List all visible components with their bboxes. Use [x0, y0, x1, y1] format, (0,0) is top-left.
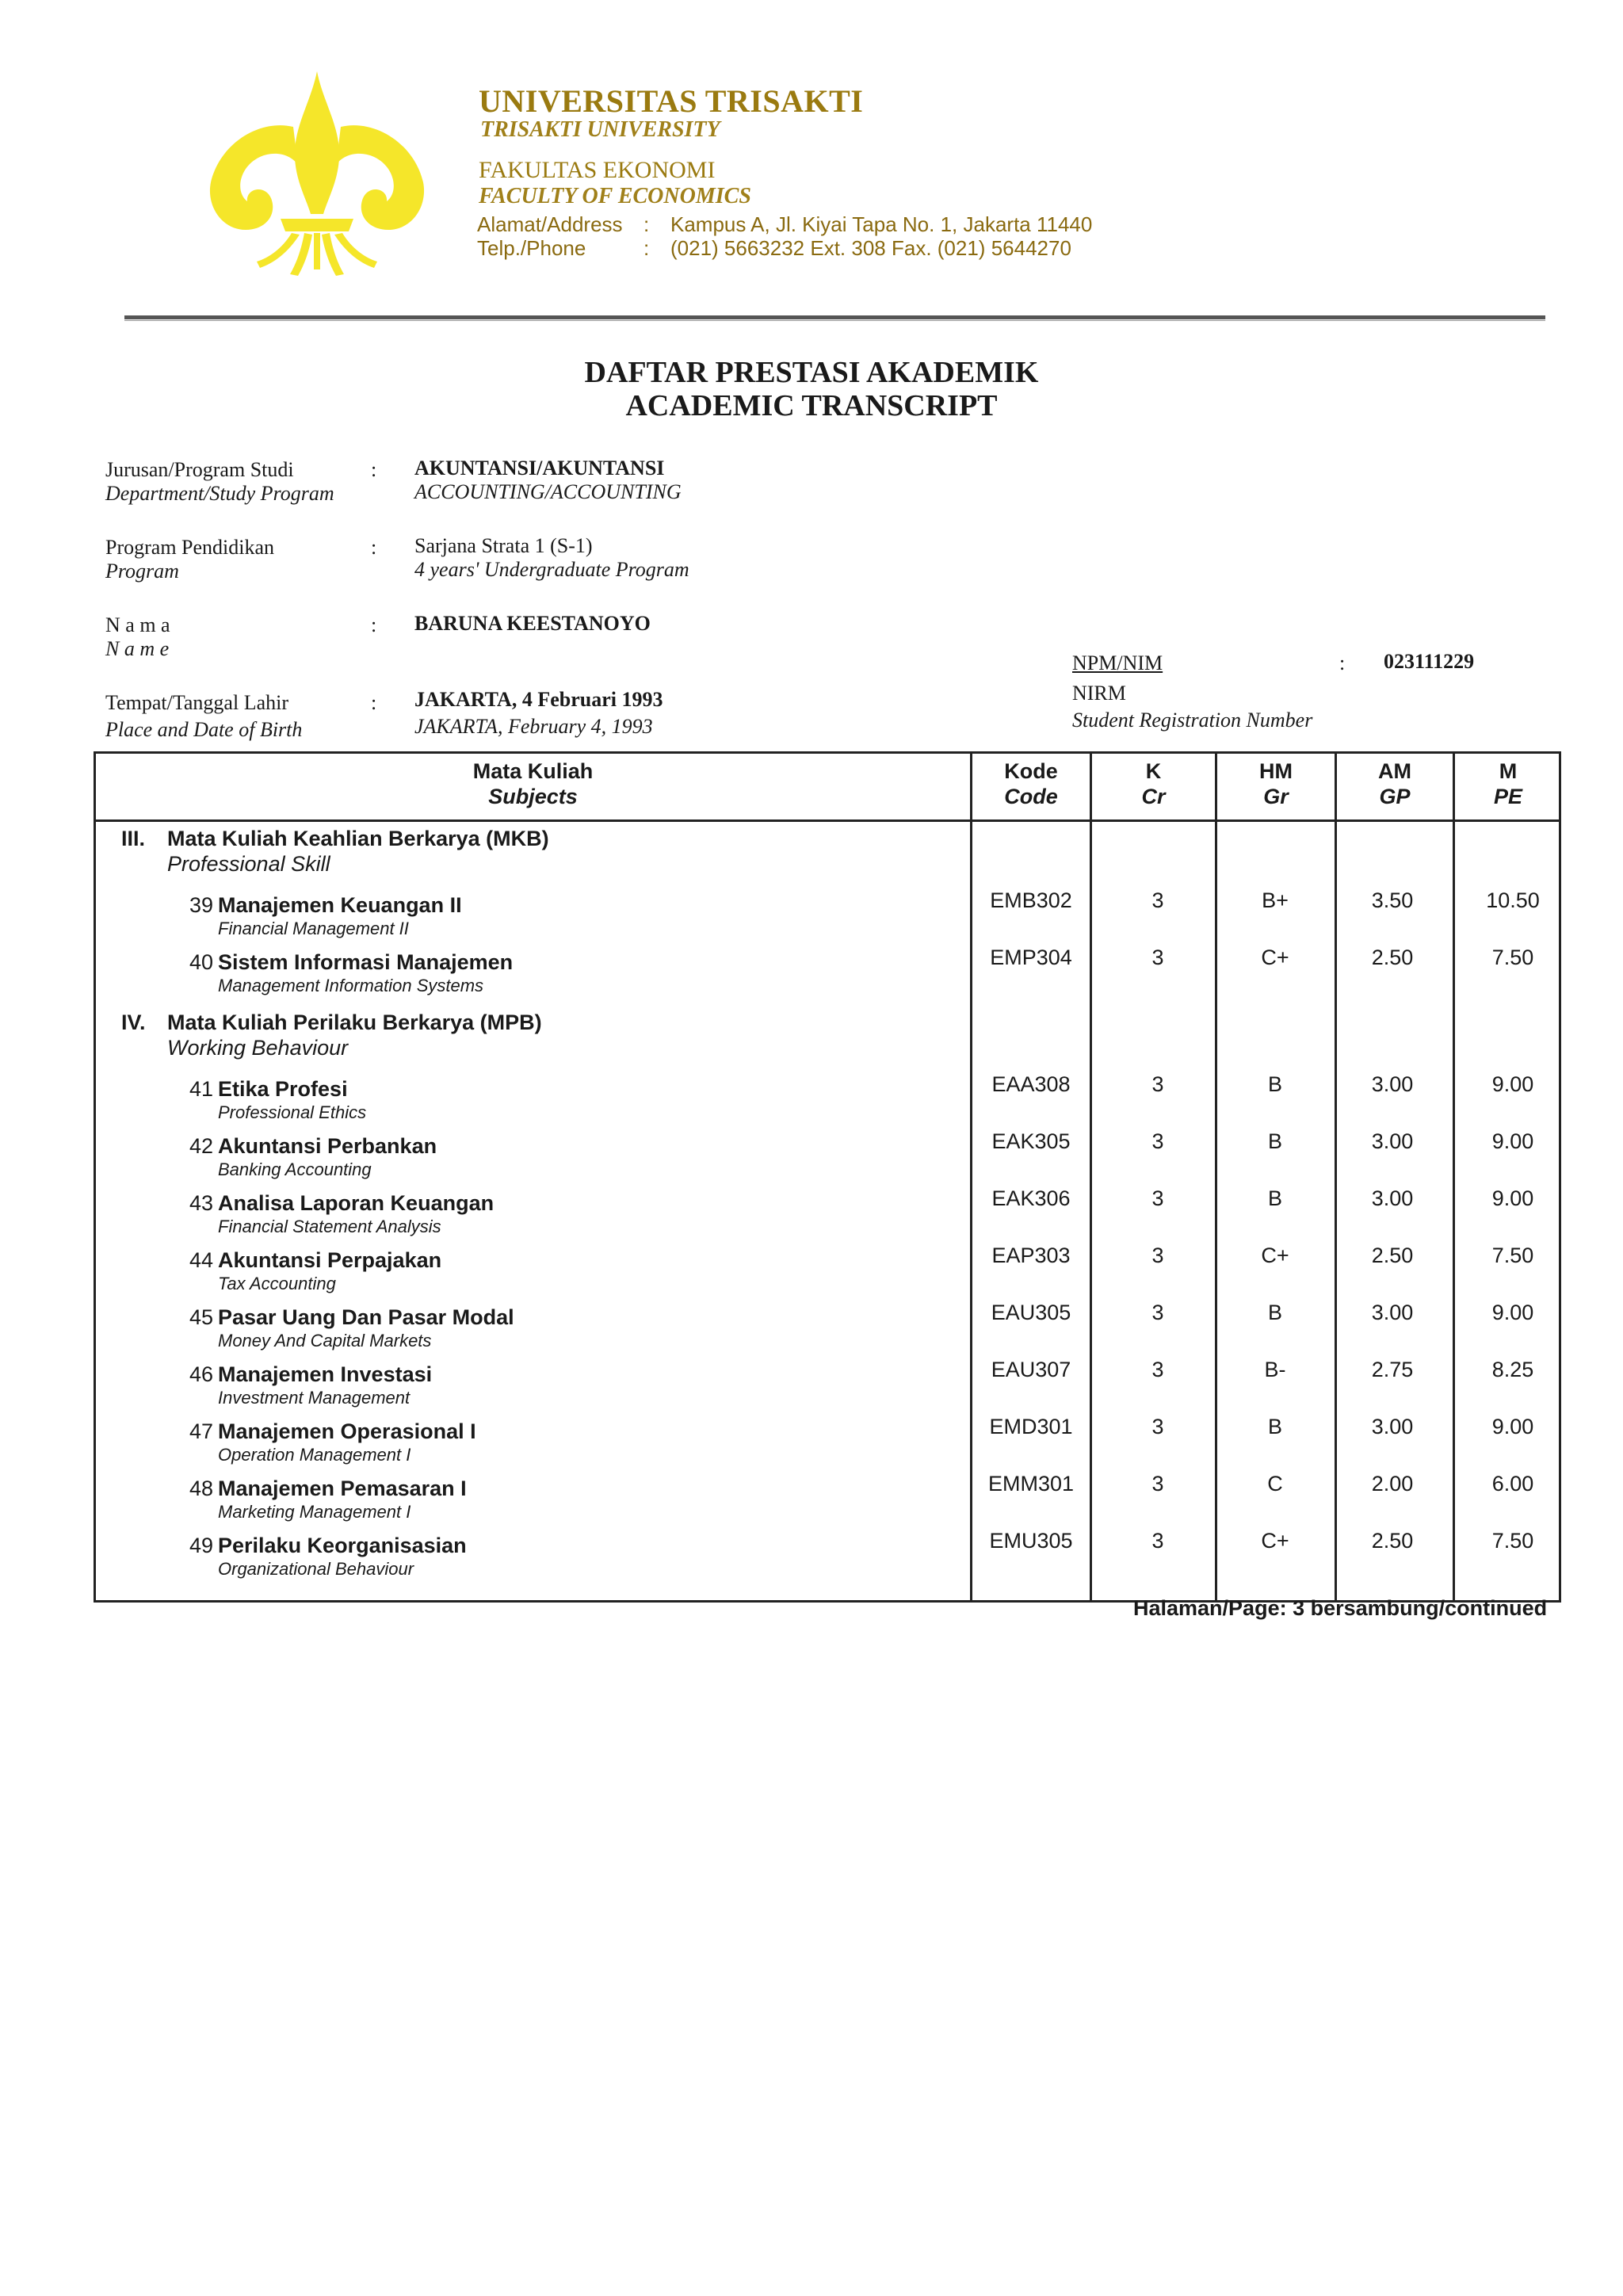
npm-colon: :	[1339, 651, 1346, 674]
course-code: EAK305	[991, 1129, 1071, 1153]
table-row	[96, 1529, 1559, 1581]
course-number: 39	[189, 893, 213, 917]
table-row	[96, 1072, 1559, 1125]
course-grade: B	[1267, 1129, 1282, 1153]
course-name-en: Organizational Behaviour	[218, 1559, 414, 1579]
table-row	[96, 1472, 1559, 1524]
name-value: BARUNA KEESTANOYO	[414, 612, 651, 635]
header-grade: HM Gr	[1259, 759, 1293, 808]
name-label-en: N a m e	[105, 637, 170, 660]
course-number: 42	[189, 1134, 213, 1158]
course-credits: 3	[1151, 1472, 1164, 1496]
dept-value-en: ACCOUNTING/ACCOUNTING	[414, 480, 682, 503]
course-point-earned: 6.00	[1491, 1472, 1534, 1496]
table-row	[96, 946, 1559, 998]
program-value: Sarjana Strata 1 (S-1)	[414, 534, 593, 557]
course-grade: B	[1267, 1301, 1282, 1324]
birth-value: JAKARTA, 4 Februari 1993	[414, 688, 663, 711]
section-name-en: Working Behaviour	[167, 1036, 349, 1060]
page-footer: Halaman/Page: 3 bersambung/continued	[1133, 1596, 1548, 1620]
birth-label: Tempat/Tanggal Lahir	[105, 691, 288, 714]
dept-label: Jurusan/Program Studi	[105, 458, 294, 481]
course-credits: 3	[1151, 1244, 1164, 1267]
course-grade-point: 3.00	[1371, 1415, 1414, 1438]
course-grade: B	[1267, 1186, 1282, 1210]
program-value-en: 4 years' Undergraduate Program	[414, 558, 689, 581]
course-name: Pasar Uang Dan Pasar Modal	[218, 1305, 514, 1329]
program-colon: :	[371, 536, 377, 559]
course-grade: C+	[1261, 1244, 1289, 1267]
address-line	[477, 212, 1092, 237]
course-name: Manajemen Keuangan II	[218, 893, 462, 917]
course-name: Manajemen Investasi	[218, 1362, 433, 1386]
course-point-earned: 7.50	[1491, 1244, 1534, 1267]
course-credits: 3	[1151, 888, 1164, 912]
header-credits: K Cr	[1141, 759, 1166, 808]
course-credits: 3	[1151, 1072, 1164, 1096]
course-grade-point: 3.00	[1371, 1072, 1414, 1096]
course-number: 43	[189, 1191, 213, 1215]
table-row	[96, 1129, 1559, 1182]
faculty-name: FAKULTAS EKONOMI	[479, 157, 716, 183]
course-credits: 3	[1151, 1186, 1164, 1210]
course-point-earned: 7.50	[1491, 946, 1534, 969]
course-point-earned: 9.00	[1491, 1186, 1534, 1210]
course-grade-point: 2.50	[1371, 946, 1414, 969]
course-name-en: Marketing Management I	[218, 1502, 411, 1522]
course-code: EAU307	[991, 1358, 1071, 1381]
course-number: 47	[189, 1419, 213, 1443]
course-credits: 3	[1151, 946, 1164, 969]
course-grade: B	[1267, 1415, 1282, 1438]
header-point-earned: M PE	[1493, 759, 1523, 808]
course-number: 44	[189, 1248, 213, 1272]
phone-line	[477, 236, 1071, 261]
course-name-en: Investment Management	[218, 1388, 411, 1408]
npm-value: 023111229	[1384, 650, 1475, 673]
header-subject: Mata Kuliah Subjects	[472, 759, 594, 808]
course-name-en: Money And Capital Markets	[218, 1331, 432, 1350]
address-value: Kampus A, Jl. Kiyai Tapa No. 1, Jakarta 11440	[670, 212, 1093, 236]
course-code: EMD301	[989, 1415, 1073, 1438]
section-number: III.	[121, 827, 146, 850]
course-point-earned: 7.50	[1491, 1529, 1534, 1553]
faculty-name-en: FACULTY OF ECONOMICS	[479, 184, 751, 208]
section-name-en: Professional Skill	[167, 852, 330, 876]
university-name-en: TRISAKTI UNIVERSITY	[480, 117, 720, 142]
program-label-en: Program	[105, 560, 179, 583]
course-grade-point: 3.00	[1371, 1129, 1414, 1153]
course-grade: B	[1267, 1072, 1282, 1096]
course-name: Sistem Informasi Manajemen	[218, 950, 514, 974]
course-code: EAA308	[991, 1072, 1071, 1096]
address-colon: :	[643, 212, 650, 236]
course-name-en: Operation Management I	[218, 1445, 411, 1465]
course-grade-point: 2.75	[1371, 1358, 1414, 1381]
course-grade-point: 2.50	[1371, 1244, 1414, 1267]
section-name: Mata Kuliah Keahlian Berkarya (MKB)	[167, 827, 549, 850]
course-code: EAP303	[991, 1244, 1071, 1267]
course-code: EAU305	[991, 1301, 1071, 1324]
table-row	[96, 1186, 1559, 1239]
npm-label: NPM/NIM	[1072, 651, 1163, 674]
dept-colon: :	[371, 458, 377, 481]
section-row	[96, 1010, 1559, 1063]
course-name-en: Management Information Systems	[218, 976, 484, 995]
header-divider-thin	[124, 320, 1545, 321]
section-number: IV.	[121, 1010, 146, 1034]
phone-label: Telp./Phone	[477, 236, 586, 260]
transcript-table	[94, 751, 1561, 1603]
course-name-en: Professional Ethics	[218, 1102, 367, 1122]
course-point-earned: 10.50	[1486, 888, 1540, 912]
header-divider	[124, 315, 1545, 319]
course-code: EMU305	[989, 1529, 1073, 1553]
course-name: Akuntansi Perbankan	[218, 1134, 437, 1158]
course-name: Perilaku Keorganisasian	[218, 1534, 467, 1557]
course-name-en: Financial Statement Analysis	[218, 1217, 441, 1236]
course-name: Analisa Laporan Keuangan	[218, 1191, 495, 1215]
course-number: 41	[189, 1077, 213, 1101]
name-colon: :	[371, 613, 377, 636]
course-grade-point: 3.00	[1371, 1186, 1414, 1210]
course-number: 49	[189, 1534, 213, 1557]
course-code: EAK306	[991, 1186, 1071, 1210]
course-name-en: Financial Management II	[218, 919, 409, 938]
course-credits: 3	[1151, 1301, 1164, 1324]
birth-value-en: JAKARTA, February 4, 1993	[414, 715, 653, 738]
course-point-earned: 8.25	[1491, 1358, 1534, 1381]
course-grade: B-	[1264, 1358, 1286, 1381]
birth-label-en: Place and Date of Birth	[105, 718, 303, 741]
dept-label-en: Department/Study Program	[105, 482, 334, 505]
table-row	[96, 888, 1559, 941]
dept-value: AKUNTANSI/AKUNTANSI	[414, 457, 665, 479]
course-name-en: Banking Accounting	[218, 1159, 372, 1179]
course-point-earned: 9.00	[1491, 1072, 1534, 1096]
course-name: Manajemen Operasional I	[218, 1419, 476, 1443]
section-row	[96, 827, 1559, 879]
course-grade-point: 2.00	[1371, 1472, 1414, 1496]
document-title-en: ACADEMIC TRANSCRIPT	[625, 389, 998, 422]
registration-label-en: Student Registration Number	[1072, 709, 1313, 732]
table-row	[96, 1415, 1559, 1467]
course-grade: C+	[1261, 946, 1289, 969]
course-name-en: Tax Accounting	[218, 1274, 336, 1293]
header-grade-point: AM GP	[1378, 759, 1411, 808]
table-row	[96, 1301, 1559, 1353]
course-grade-point: 3.50	[1371, 888, 1414, 912]
address-label: Alamat/Address	[477, 212, 623, 236]
header-code: Kode Code	[1004, 759, 1058, 808]
phone-value: (021) 5663232 Ext. 308 Fax. (021) 5644270	[670, 236, 1071, 260]
course-grade: C+	[1261, 1529, 1289, 1553]
course-code: EMB302	[990, 888, 1072, 912]
university-name: UNIVERSITAS TRISAKTI	[479, 83, 864, 119]
course-point-earned: 9.00	[1491, 1301, 1534, 1324]
course-number: 48	[189, 1477, 213, 1500]
course-credits: 3	[1151, 1358, 1164, 1381]
course-number: 46	[189, 1362, 213, 1386]
course-grade-point: 3.00	[1371, 1301, 1414, 1324]
course-credits: 3	[1151, 1529, 1164, 1553]
course-number: 40	[189, 950, 213, 974]
table-row	[96, 1244, 1559, 1296]
course-name: Etika Profesi	[218, 1077, 348, 1101]
course-code: EMM301	[987, 1472, 1075, 1496]
course-point-earned: 9.00	[1491, 1415, 1534, 1438]
name-label: N a m a	[105, 613, 170, 636]
nirm-label: NIRM	[1072, 682, 1126, 705]
university-logo	[204, 71, 430, 276]
phone-colon: :	[643, 236, 650, 260]
course-code: EMP304	[990, 946, 1072, 969]
program-label: Program Pendidikan	[105, 536, 275, 559]
course-name: Akuntansi Perpajakan	[218, 1248, 442, 1272]
birth-colon: :	[371, 691, 377, 714]
course-point-earned: 9.00	[1491, 1129, 1534, 1153]
course-credits: 3	[1151, 1415, 1164, 1438]
document-title: DAFTAR PRESTASI AKADEMIK	[584, 356, 1039, 389]
course-grade-point: 2.50	[1371, 1529, 1414, 1553]
course-credits: 3	[1151, 1129, 1164, 1153]
course-name: Manajemen Pemasaran I	[218, 1477, 467, 1500]
table-row	[96, 1358, 1559, 1410]
course-number: 45	[189, 1305, 213, 1329]
course-grade: C	[1267, 1472, 1283, 1496]
section-name: Mata Kuliah Perilaku Berkarya (MPB)	[167, 1010, 542, 1034]
course-grade: B+	[1262, 888, 1289, 912]
